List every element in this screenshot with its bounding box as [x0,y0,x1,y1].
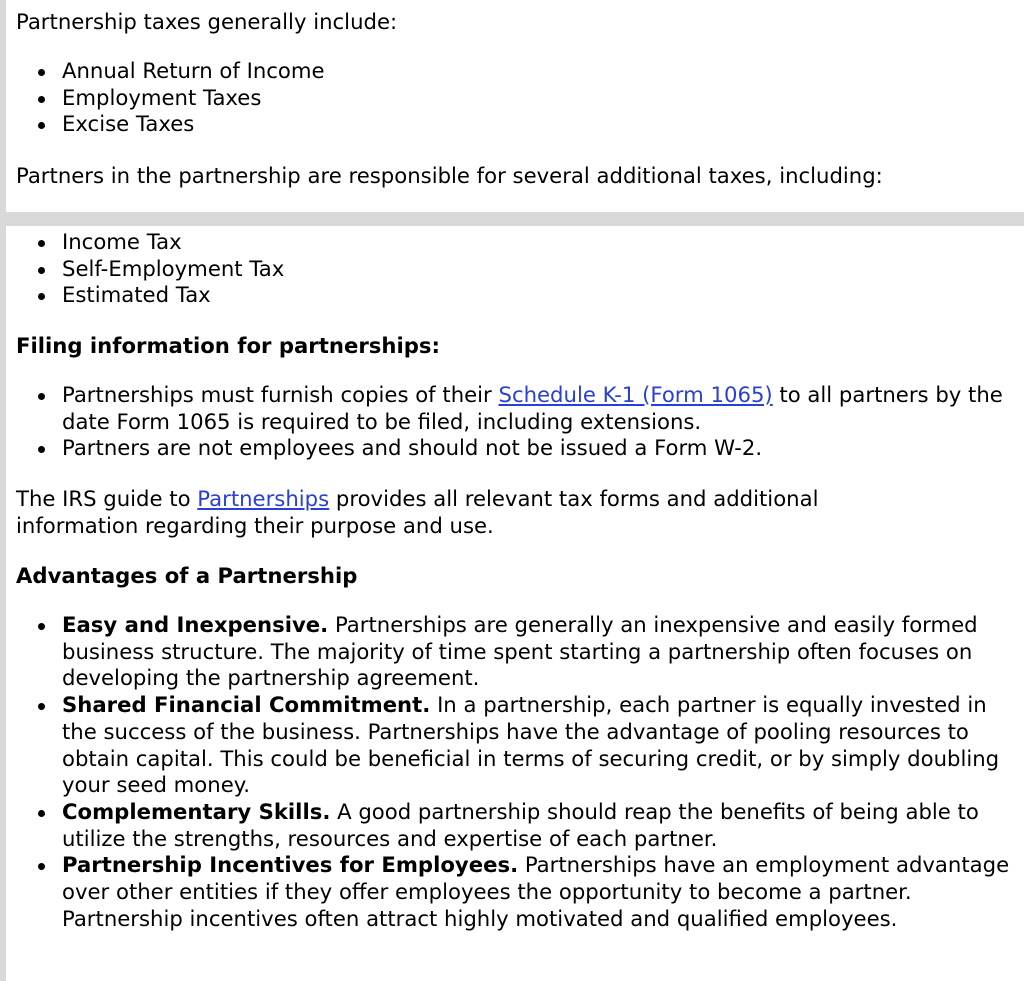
irs-guide-paragraph: The IRS guide to Partnerships provides all relevant tax forms and additional information regarding their purpose and use. [16,486,819,538]
bullet-icon [38,240,45,247]
list-item: Estimated Tax [6,282,1010,309]
bullet-icon [38,703,45,710]
list-item: Partners are not employees and should not be issued a Form W-2. [6,435,1010,462]
list-item: Employment Taxes [6,85,1010,112]
schedule-k1-link[interactable]: Schedule K-1 (Form 1065) [498,382,773,407]
list-item: Self-Employment Tax [6,256,1010,283]
top-panel [6,0,1024,212]
bullet-icon [38,96,45,103]
taxes-intro: Partnership taxes generally include: [16,9,398,34]
bullet-icon [38,69,45,76]
bullet-icon [38,393,45,400]
partner-taxes-list [6,229,1016,309]
bullet-icon [38,623,45,630]
partners-intro: Partners in the partnership are responsible for several additional taxes, including: [16,163,883,188]
bullet-icon [38,863,45,870]
bottom-panel [6,226,1024,981]
filing-list [6,382,1016,462]
partnership-taxes-list [6,58,1016,138]
bullet-icon [38,122,45,129]
bullet-icon [38,293,45,300]
list-item: Complementary Skills. A good partnership should reap the benefits of being able to utilize the strengths, resources and expertise of each partner. [6,799,1012,852]
list-item: Excise Taxes [6,111,1010,138]
filing-heading: Filing information for partnerships: [16,333,440,358]
partnerships-link[interactable]: Partnerships [197,486,330,511]
bullet-icon [38,810,45,817]
list-item: Shared Financial Commitment. In a partnership, each partner is equally invested in the success of the business. Partnerships have the advantage of pooling resources to obtain capital. This could be beneficial in terms of securing credit, or by simply doubling your seed money. [6,692,1012,799]
advantages-list [6,612,1018,932]
bullet-icon [38,446,45,453]
advantages-heading: Advantages of a Partnership [16,563,358,588]
list-item: Income Tax [6,229,1010,256]
list-item: Partnerships must furnish copies of their Schedule K-1 (Form 1065) to all partners by the date Form 1065 is required to be filed, including extensions. [6,382,1010,435]
bullet-icon [38,267,45,274]
list-item: Annual Return of Income [6,58,1010,85]
list-item: Easy and Inexpensive. Partnerships are generally an inexpensive and easily formed business structure. The majority of time spent starting a partnership often focuses on developing the partnership agreement. [6,612,1012,692]
list-item: Partnership Incentives for Employees. Partnerships have an employment advantage over other entities if they offer employees the opportunity to become a partner. Partnership incentives often attract highly motivated and qualified employees. [6,852,1012,932]
